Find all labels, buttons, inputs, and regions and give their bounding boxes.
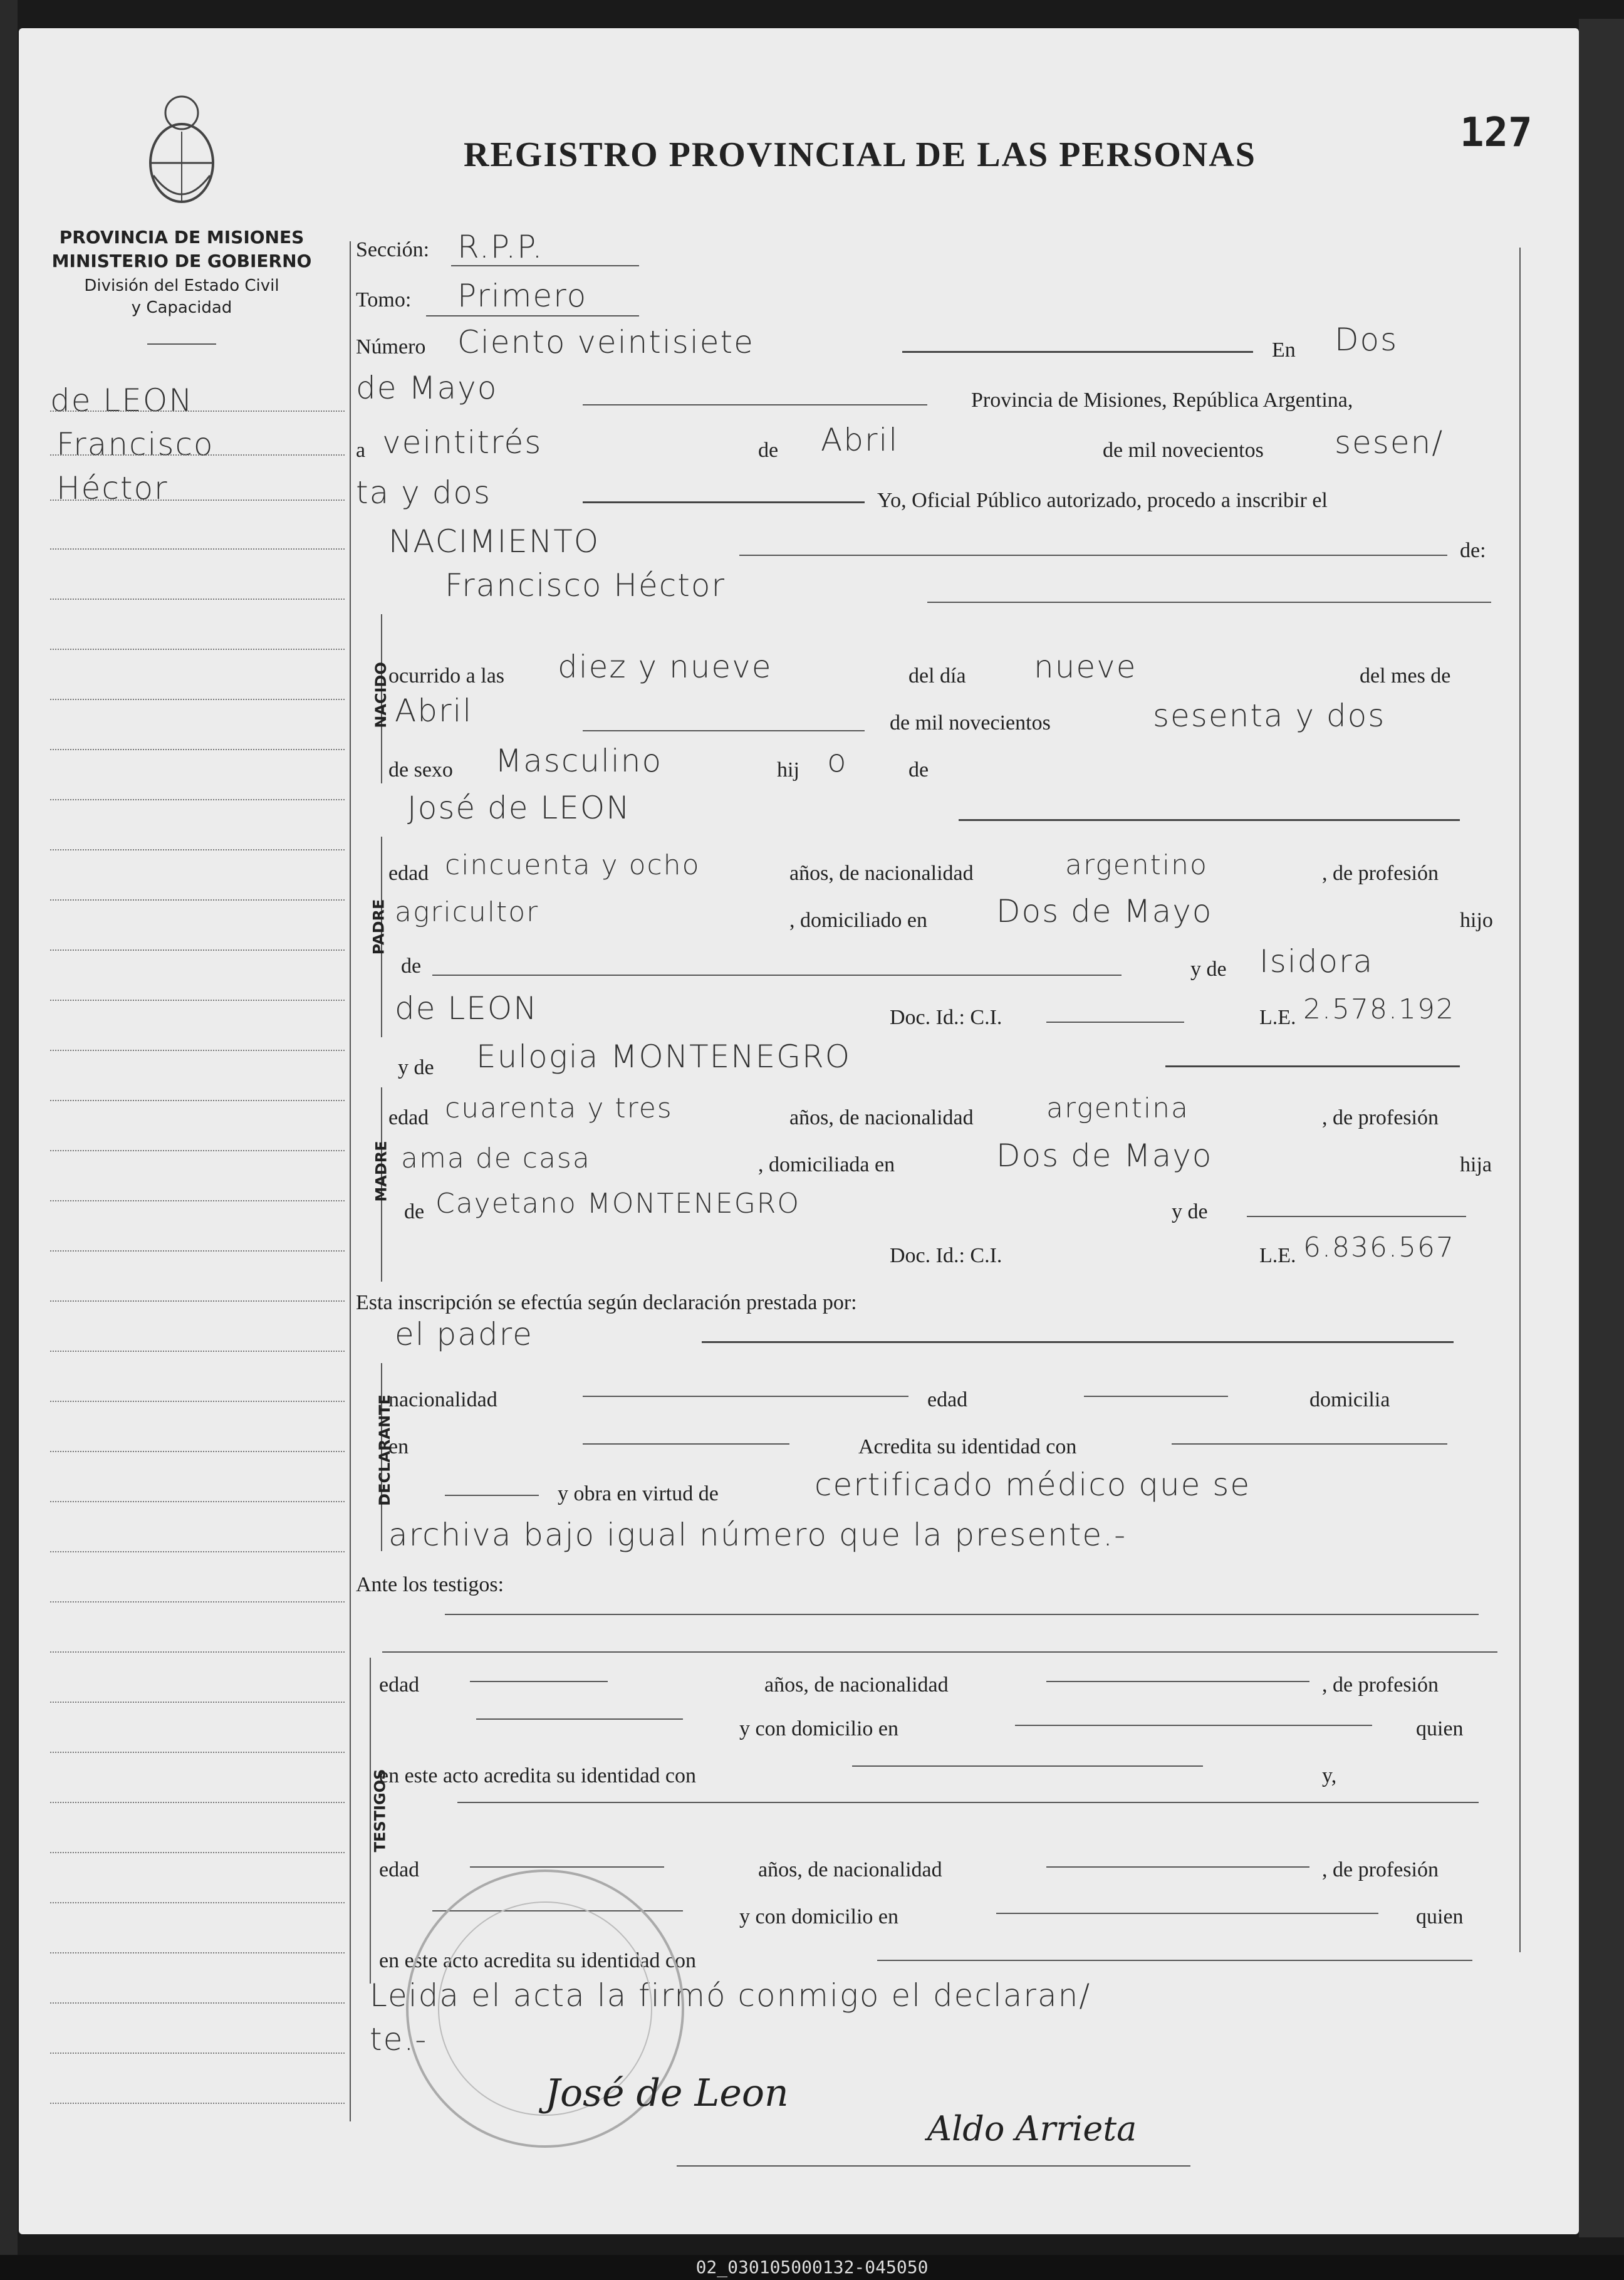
madre-edad-label: edad [388,1106,429,1129]
tomo-line [426,315,639,316]
madre-nacionalidad-label: años, de nacionalidad [789,1106,974,1129]
madre-domicilio-label: , domiciliada en [758,1153,895,1176]
del-dia-label: del día [908,664,966,688]
dia-value: veintitrés [382,424,543,461]
padre-doc-label: Doc. Id.: C.I. [890,1006,1002,1029]
declarante-intro: Esta inscripción se efectúa según declaración prestada por: [356,1291,857,1314]
abuela-materna-line [1247,1216,1466,1217]
nacido-mes-value: Abril [395,693,473,729]
testigo1-domicilio-line [1015,1725,1372,1726]
provincia-text: Provincia de Misiones, República Argentina, [971,389,1353,412]
lugar-value-2: de Mayo [356,370,498,406]
signature-line [677,2165,1190,2167]
madre-y-de-label-2: y de [1172,1200,1208,1223]
page-title: REGISTRO PROVINCIAL DE LAS PERSONAS [464,135,1256,174]
padre-hijo-label: hijo [1460,909,1493,932]
testigo1-quien-label: quien [1416,1717,1464,1740]
madre-nacionalidad-value: argentina [1046,1092,1189,1124]
seccion-line [451,265,639,266]
tomo-value: Primero [457,278,588,314]
padre-nombre-line [959,819,1460,821]
sexo-value: Masculino [495,743,663,779]
footer-code: 02_030105000132-045050 [0,2255,1624,2280]
madre-doc-label: Doc. Id.: C.I. [890,1244,1002,1267]
declarante-obra-value-2: archiva bajo igual número que la presente.- [388,1517,1127,1553]
declarante-nacionalidad-label: nacionalidad [388,1388,497,1411]
testigo2-edad-label: edad [379,1858,420,1881]
padre-ci-line [1046,1022,1184,1023]
declarante-nacionalidad-line [583,1396,908,1397]
testigo2-acredita-line [877,1960,1472,1961]
nacido-side-label: NACIDO [372,662,390,728]
margin-name-2: Héctor [56,470,169,506]
declarante-obra-label: y obra en virtud de [558,1482,719,1505]
page-number: 127 [1460,110,1533,156]
testigo1-acredita-label: en este acto acredita su identidad con [379,1764,696,1787]
padre-y-de-label: y de [1190,958,1227,981]
madre-nombre: Eulogia MONTENEGRO [476,1038,851,1075]
padre-nacionalidad-label: años, de nacionalidad [789,862,974,885]
inscripto-line [927,602,1491,603]
nacido-dia-value: nueve [1034,649,1137,685]
signature-oficial: Aldo Arrieta [927,2109,1137,2148]
hora-value: diez y nueve [558,649,773,685]
madre-y-de-label: y de [398,1056,434,1079]
hij-suffix: o [827,743,848,779]
hij-label: hij [777,758,799,782]
testigo2-nacionalidad-line [1046,1866,1309,1868]
book-edge [1579,19,1624,2237]
declarante-persona: el padre [395,1316,533,1352]
padre-de-line [432,975,1122,976]
testigos-side-label: TESTIGOS [371,1769,389,1853]
lugar-value-1: Dos [1335,322,1398,358]
lugar-line [583,404,927,405]
testigo1-profesion-label: , de profesión [1322,1673,1439,1697]
testigo1-nacionalidad-line [1046,1681,1309,1682]
numero-dash [902,351,1253,353]
testigos-intro: Ante los testigos: [356,1573,504,1596]
seccion-label: Sección: [356,238,430,261]
testigo2-quien-label: quien [1416,1905,1464,1928]
testigo1-acredita-line [852,1765,1203,1767]
division-line-2: y Capacidad [131,298,232,317]
ocurrido-label: ocurrido a las [388,664,505,688]
declarante-edad-line [1084,1396,1228,1397]
madre-nombre-line [1165,1065,1460,1067]
nota-cierre-2: te.- [370,2021,428,2058]
margin-surname: de LEON [50,382,194,419]
declarante-line [702,1341,1454,1343]
testigo1-line [457,1802,1479,1803]
madre-le-value: 6.836.567 [1303,1232,1455,1263]
padre-domicilio-label: , domiciliado en [789,909,928,932]
declarante-domicilio-label: domicilia [1309,1388,1390,1411]
madre-domicilio-value: Dos de Mayo [996,1137,1213,1174]
padre-profesion-value: agricultor [395,896,539,928]
padre-le-value: 2.578.192 [1303,993,1455,1025]
declarante-obra-line [445,1495,539,1496]
coat-of-arms-icon [138,88,226,213]
madre-profesion-value: ama de casa [401,1143,591,1174]
madre-edad-value: cuarenta y tres [445,1092,673,1124]
padre-le-label: L.E. [1259,1006,1296,1029]
testigos-line-1 [445,1614,1479,1615]
testigo2-domicilio-label: y con domicilio en [739,1905,899,1928]
testigos-line-2 [382,1651,1497,1653]
declarante-edad-label: edad [927,1388,968,1411]
testigo1-edad-line [470,1681,608,1682]
ministry-heading: MINISTERIO DE GOBIERNO [51,251,312,271]
numero-label: Número [356,335,426,358]
testigo1-domicilio-label: y con domicilio en [739,1717,899,1740]
mes-value: Abril [821,422,899,458]
division-line-1: División del Estado Civil [84,276,279,295]
signature-declarante: José de Leon [545,2071,789,2115]
inscripto-name: Francisco Héctor [445,567,726,604]
anio-value-2: ta y dos [356,474,491,511]
declarante-en-line [583,1443,789,1445]
oficial-text: Yo, Oficial Público autorizado, procedo a inscribir el [877,489,1328,512]
declarante-side-label: DECLARANTE [375,1394,393,1506]
tomo-label: Tomo: [356,288,412,311]
testigo2-domicilio-line [996,1913,1378,1914]
padre-de-label: de [401,954,422,978]
declarante-acredita-label: Acredita su identidad con [858,1435,1077,1458]
de-colon: de: [1460,539,1486,562]
province-heading: PROVINCIA DE MISIONES [59,227,304,248]
testigo1-profesion-line [476,1718,683,1720]
nacido-de-label: de [908,758,929,782]
nacido-anio-value: sesenta y dos [1153,698,1386,734]
madre-side-label: MADRE [372,1141,390,1202]
del-mes-label: del mes de [1360,664,1451,688]
padre-profesion-label: , de profesión [1322,862,1439,885]
seccion-value: R.P.P. [457,229,544,265]
declarante-acredita-line [1172,1443,1447,1445]
anio-value-1: sesen/ [1335,424,1444,461]
declarante-en-label: en [388,1435,409,1458]
padre-domicilio-value: Dos de Mayo [996,893,1213,929]
heading-divider [147,343,216,345]
testigo2-nacionalidad-label: años, de nacionalidad [758,1858,942,1881]
padre-nombre: José de LEON [407,790,631,826]
anio-dash [583,501,865,503]
acto-tipo: NACIMIENTO [388,523,600,560]
nacido-mes-line [583,730,865,731]
testigo2-profesion-label: , de profesión [1322,1858,1439,1881]
mil-label: de mil novecientos [1103,439,1264,462]
sexo-label: de sexo [388,758,453,782]
testigo2-acredita-label: en este acto acredita su identidad con [379,1949,696,1972]
tipo-line [739,555,1447,556]
form-right-border [1519,248,1521,1952]
nacido-mil-label: de mil novecientos [890,711,1051,735]
padre-nacionalidad-value: argentino [1065,849,1208,881]
numero-value: Ciento veintisiete [457,324,754,360]
margin-name-1: Francisco [56,426,214,463]
abuela-paterna-1: Isidora [1259,943,1374,980]
madre-hija-label: hija [1460,1153,1492,1176]
nota-cierre-1: Leida el acta la firmó conmigo el declaran/ [370,1977,1091,2014]
en-label: En [1272,338,1296,362]
form-left-border [350,241,351,2121]
abuelo-materno: Cayetano MONTENEGRO [435,1188,801,1220]
declarante-obra-value-1: certificado médico que se [815,1467,1251,1503]
register-page [19,28,1579,2234]
abuela-paterna-2: de LEON [395,990,538,1027]
testigo1-nacionalidad-label: años, de nacionalidad [764,1673,949,1697]
testigo1-edad-label: edad [379,1673,420,1697]
madre-de-label: de [404,1200,425,1223]
madre-profesion-label: , de profesión [1322,1106,1439,1129]
testigo1-y-label: y, [1322,1764,1337,1787]
madre-le-label: L.E. [1259,1244,1296,1267]
de-label: de [758,439,779,462]
padre-edad-label: edad [388,862,429,885]
padre-side-label: PADRE [370,899,388,955]
book-binding [0,0,18,2280]
a-label: a [356,439,366,462]
padre-edad-value: cincuenta y ocho [445,849,700,881]
